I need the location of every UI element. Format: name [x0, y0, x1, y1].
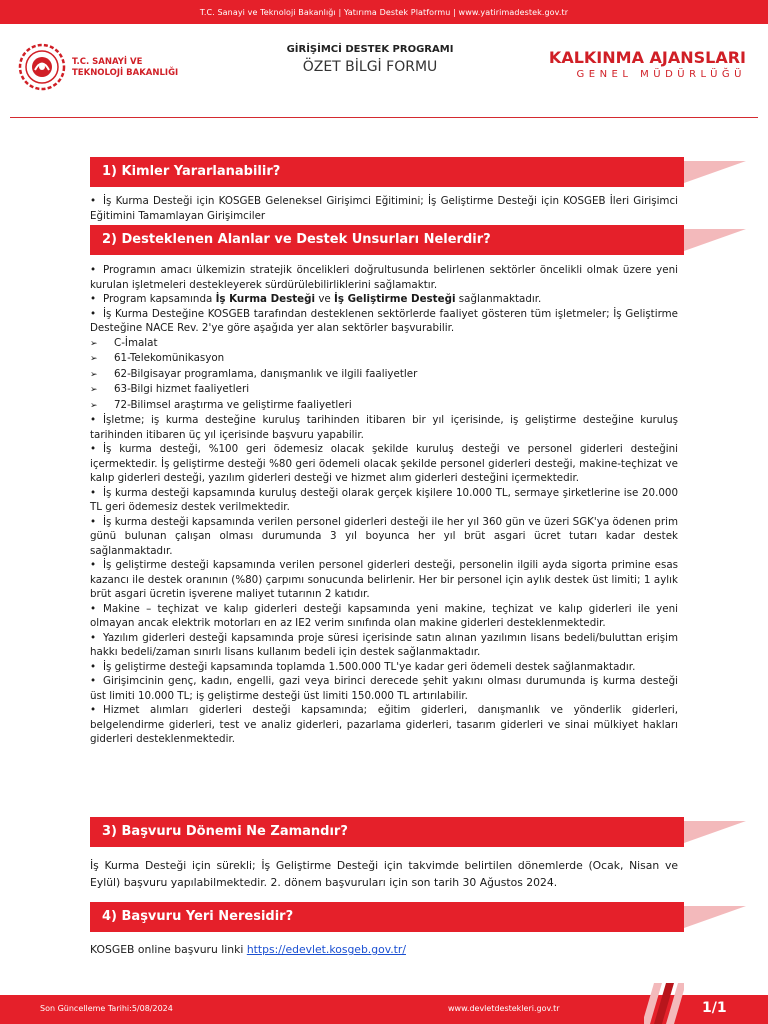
- section-4-title: 4) Başvuru Yeri Neresidir?: [102, 909, 294, 924]
- s2-bullet-9: • Makine – teçhizat ve kalıp giderleri desteği kapsamında yeni makine, teçhizat ve kalıp giderleri ile yeni olmayan ancak elektrik motorları en az IE2 verim sınıfında olan makine giderleri desteklenmektedir.: [90, 602, 678, 631]
- sector-item: ➢ 62-Bilgisayar programlama, danışmanlık ve ilgili faaliyetler: [90, 367, 678, 383]
- section-1-header: [90, 157, 684, 187]
- s2-bullet-12: • Girişimcinin genç, kadın, engelli, gazi veya birinci derecede şehit yakını olması durumunda iş kurma desteği üst limiti 10.000 TL; iş geliştirme desteği üst limiti 150.000 TL artırılabilir.: [90, 674, 678, 703]
- section-4-tail-decoration: [684, 906, 746, 928]
- s2-bullet-10: • Yazılım giderleri desteği kapsamında proje süresi içerisinde satın alınan yazılımın lisans bedeli/buluttan erişim hakkı bedeli/zaman sınırlı lisans kullanım bedeli için destek sağlanmaktadır.: [90, 631, 678, 660]
- section-3-header: [90, 817, 684, 847]
- top-banner-text: T.C. Sanayi ve Teknoloji Bakanlığı | Yatırıma Destek Platformu | www.yatirimadestek.gov.tr: [199, 7, 569, 17]
- s4-line: [90, 941, 678, 958]
- agency-subtitle: GENEL MÜDÜRLÜĞÜ: [576, 69, 746, 80]
- section-1-tail-decoration: [684, 161, 746, 183]
- section-3-title: 3) Başvuru Dönemi Ne Zamandır?: [102, 824, 348, 839]
- section-2-body: [90, 263, 678, 747]
- sector-item: ➢ 72-Bilimsel araştırma ve geliştirme faaliyetleri: [90, 398, 678, 414]
- section-4-body: [90, 941, 678, 958]
- s2-bullet-5: • İş kurma desteği, %100 geri ödemesiz olacak şekilde kuruluş desteği ve personel giderleri desteğini içermektedir. İş geliştirme desteği %80 geri ödemeli olacak şekilde personel giderleri desteği, makine-teçhizat ve kalıp giderleri desteği, yazılım giderleri desteği ve hizmet alım giderleri desteğini içermektedir.: [90, 442, 678, 486]
- s2-bullet-6: • İş kurma desteği kapsamında kuruluş desteği olarak gerçek kişilere 10.000 TL, sermaye şirketlerine ise 20.000 TL geri ödemesiz destek verilmektedir.: [90, 486, 678, 515]
- section-3-tail-decoration: [684, 821, 746, 843]
- footer-site: www.devletdestekleri.gov.tr: [448, 1004, 560, 1013]
- s2-bullet-2: [90, 292, 678, 307]
- s4-text: KOSGEB online başvuru linki: [90, 943, 247, 956]
- kosgeb-link[interactable]: https://edevlet.kosgeb.gov.tr/: [246, 943, 406, 956]
- section-1-body: [90, 194, 678, 223]
- top-banner: [0, 0, 768, 24]
- program-title: GİRİŞİMCİ DESTEK PROGRAMI: [286, 44, 454, 55]
- s2-b2-post: sağlanmaktadır.: [455, 293, 542, 305]
- s2-b2-pre: Program kapsamında: [103, 293, 216, 305]
- sector-item: ➢ 61-Telekomünikasyon: [90, 351, 678, 367]
- ministry-logo-icon: [18, 43, 66, 91]
- s2-b2-mid: ve: [315, 293, 335, 305]
- section-2-header: [90, 225, 684, 255]
- s2-bullet-11: • İş geliştirme desteği kapsamında toplamda 1.500.000 TL'ye kadar geri ödemeli destek sağlanmaktadır.: [90, 660, 678, 675]
- section-2-tail-decoration: [684, 229, 746, 251]
- s2-bullet-8: • İş geliştirme desteği kapsamında verilen personel giderleri desteği, personelin ilgili ayda sigorta primine esas kazancı ile destek oranının (%80) çarpımı sonucunda belirlenir. Her bir personel için aylık destek üst limiti; 1 aylık brüt asgari ücretin işverene maliyet tutarının 2 katıdır.: [90, 558, 678, 602]
- ministry-line-2: TEKNOLOJİ BAKANLIĞI: [72, 68, 179, 78]
- header-divider: [10, 117, 758, 118]
- section-4-header: [90, 902, 684, 932]
- agency-logo: [549, 48, 746, 80]
- section-3-body: [90, 857, 678, 891]
- ministry-name: [72, 57, 178, 79]
- sector-item: ➢ C-İmalat: [90, 336, 678, 352]
- s1-bullet-1: • İş Kurma Desteği için KOSGEB Geleneksel Girişimci Eğitimini; İş Geliştirme Desteği için KOSGEB İleri Girişimci Eğitimini Tamamlayan Girişimciler: [90, 194, 678, 223]
- s2-bullet-7: • İş kurma desteği kapsamında verilen personel giderleri desteği ile her yıl 360 gün ve üzeri SGK'ya ödenen prim günü bulunan çalışan olması durumunda 3 yıl boyunca her yıl brüt asgari ücret tutarı kadar destek sağlanmaktadır.: [90, 515, 678, 559]
- s2-bullet-1: • Programın amacı ülkemizin stratejik öncelikleri doğrultusunda belirlenen sektörler öncelikli olmak üzere yeni kurulan işletmeleri destekleyerek sürdürülebilirliklerini sağlamaktır.: [90, 263, 678, 292]
- page-number: 1/1: [702, 1000, 727, 1016]
- ministry-line-1: T.C. SANAYİ VE: [72, 57, 143, 67]
- form-heading: [240, 44, 500, 75]
- footer-stripes-decoration: [644, 983, 684, 1024]
- s2-b2-bold-2: İş Geliştirme Desteği: [334, 293, 456, 305]
- sector-item: ➢ 63-Bilgi hizmet faaliyetleri: [90, 382, 678, 398]
- s2-b2-bold-1: İş Kurma Desteği: [215, 293, 316, 305]
- s2-bullet-4: • İşletme; iş kurma desteğine kuruluş tarihinden itibaren bir yıl içerisinde, iş geliştirme desteğine kuruluş tarihinden itibaren üç yıl içerisinde başvuru yapabilir.: [90, 413, 678, 442]
- s2-bullet-3: • İş Kurma Desteğine KOSGEB tarafından desteklenen sektörlerde faaliyet gösteren tüm işletmeler; İş Geliştirme Desteğine NACE Rev. 2'ye göre aşağıda yer alan sektörler başvurabilir.: [90, 307, 678, 336]
- s3-text: İş Kurma Desteği için sürekli; İş Geliştirme Desteği için takvimde belirtilen dönemlerde (Ocak, Nisan ve Eylül) başvuru yapılabilmektedir. 2. dönem başvuruları için son tarih 30 Ağustos 2024.: [90, 859, 678, 889]
- section-2-title: 2) Desteklenen Alanlar ve Destek Unsurları Nelerdir?: [102, 232, 491, 247]
- s2-bullet-13: • Hizmet alımları giderleri desteği kapsamında; eğitim giderleri, danışmanlık ve yönderlik giderleri, belgelendirme giderleri, test ve analiz giderleri, pazarlama giderleri, tasarım giderleri ve sinai mülkiyet hakları giderleri desteklenmektedir.: [90, 703, 678, 747]
- form-title: ÖZET BİLGİ FORMU: [302, 59, 438, 75]
- last-updated: Son Güncelleme Tarihi:5/08/2024: [40, 1004, 173, 1013]
- agency-name: KALKINMA AJANSLARI: [548, 48, 746, 67]
- footer: [0, 995, 768, 1024]
- section-1-title: 1) Kimler Yararlanabilir?: [102, 164, 281, 179]
